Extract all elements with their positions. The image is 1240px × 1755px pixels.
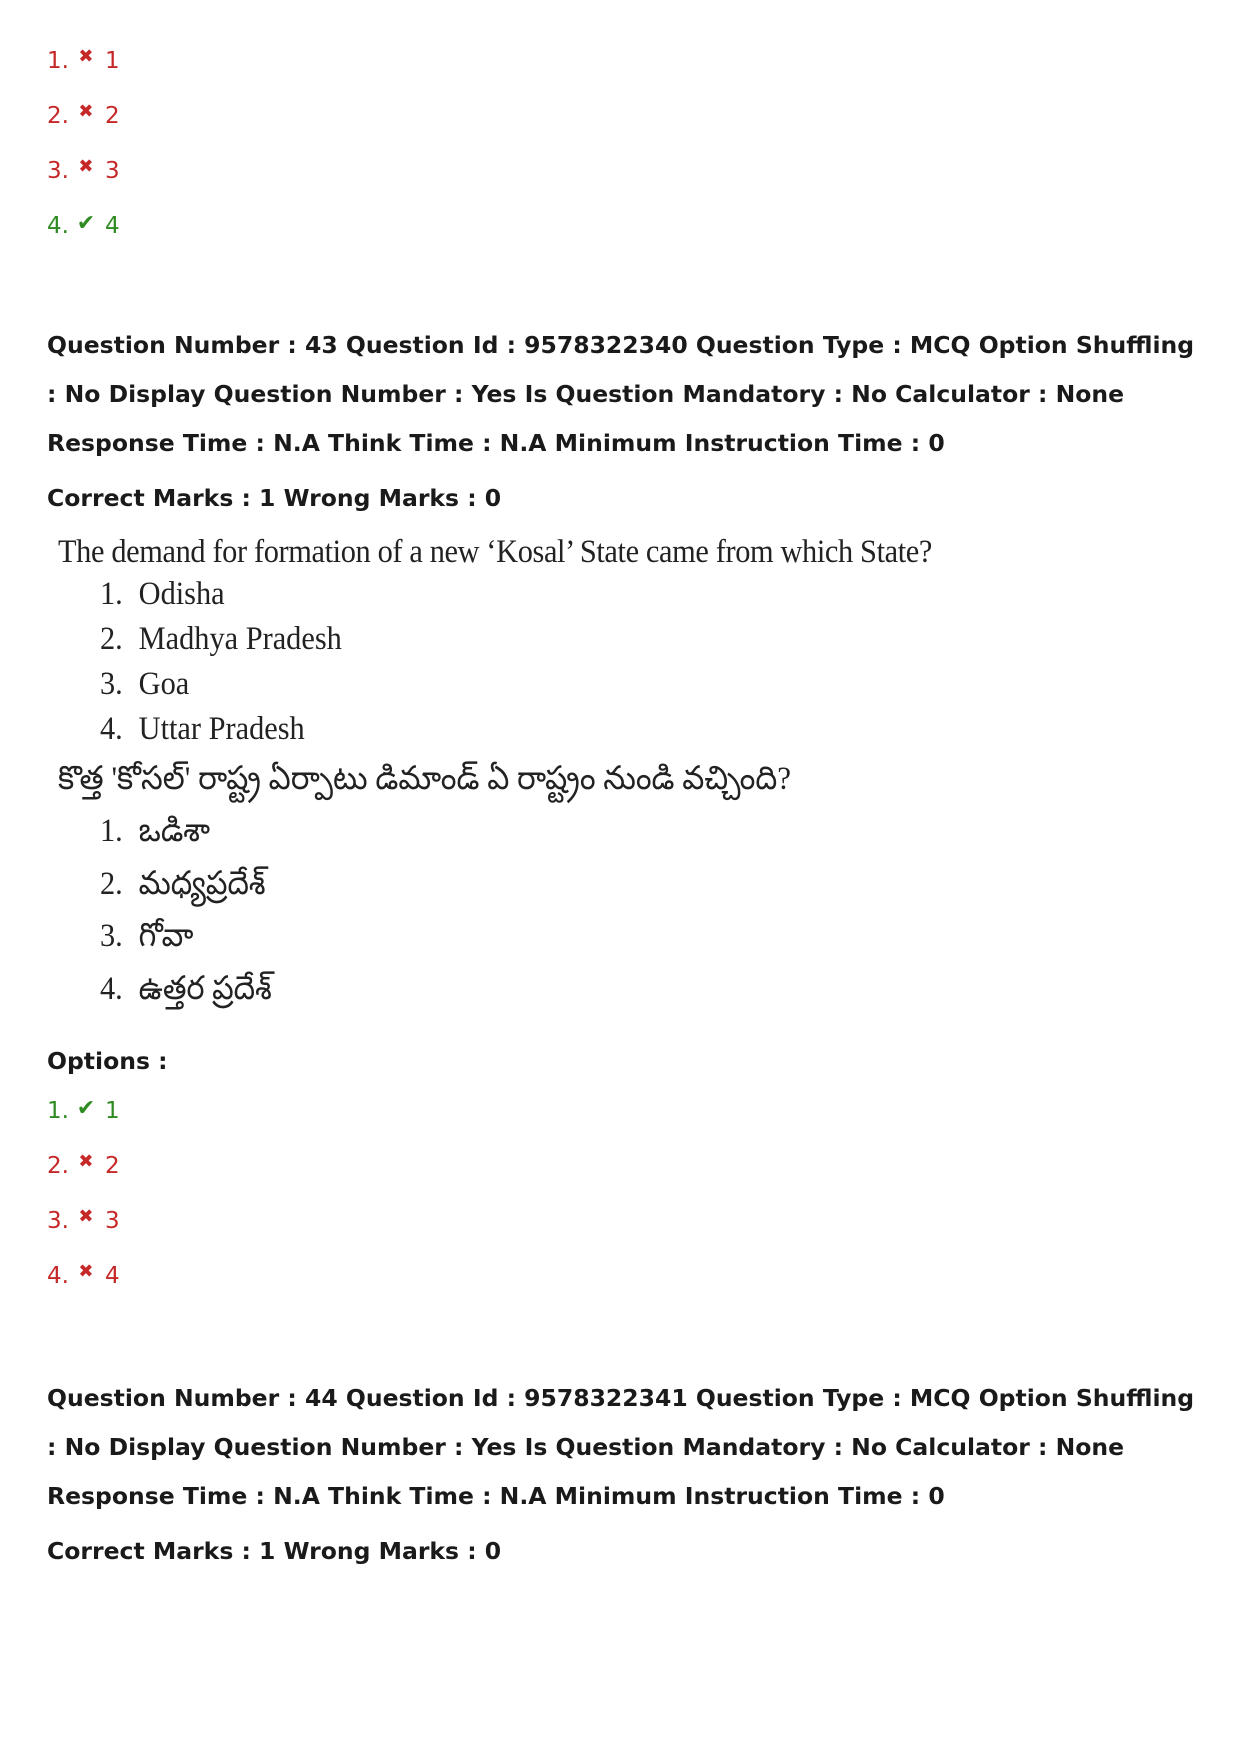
option-number: 1. [47, 1098, 69, 1124]
q43-option-3 [47, 1206, 120, 1238]
option-label: 3 [104, 1208, 120, 1234]
option-label: 4 [104, 213, 120, 239]
option-label: 4 [104, 1263, 120, 1289]
choice-en-3: 3. Goa [100, 666, 190, 702]
q43-option-2 [47, 1151, 120, 1183]
choice-te-1: 1. ఒడిశా [100, 813, 211, 849]
option-number: 3. [47, 158, 69, 184]
option-label: 2 [104, 103, 120, 129]
check-icon: ✔ [76, 1096, 96, 1121]
cross-icon: ✖ [78, 156, 94, 177]
q43-option-1 [47, 1096, 120, 1127]
option-label: 2 [104, 1153, 120, 1179]
question-44-marks: Correct Marks : 1 Wrong Marks : 0 [47, 1537, 502, 1565]
question-text-english: The demand for formation of a new ‘Kosal’ State came from which State? [58, 534, 933, 570]
option-label: 1 [104, 1098, 120, 1124]
question-image [58, 530, 933, 1030]
question-43-marks: Correct Marks : 1 Wrong Marks : 0 [47, 484, 502, 512]
choice-en-2: 2. Madhya Pradesh [100, 621, 342, 657]
option-number: 2. [47, 103, 69, 129]
q43-option-4 [47, 1261, 120, 1293]
cross-icon: ✖ [78, 1206, 94, 1227]
choice-te-2: 2. మధ్యప్రదేశ్ [100, 866, 266, 902]
question-text-telugu: కొత్త 'కోసల్' రాష్ట్ర ఏర్పాటు డిమాండ్ ఏ రాష్ట్రం నుండి వచ్చింది? [58, 761, 792, 797]
option-number: 3. [47, 1208, 69, 1234]
check-icon: ✔ [76, 211, 96, 236]
option-number: 2. [47, 1153, 69, 1179]
cross-icon: ✖ [78, 1151, 94, 1172]
cross-icon: ✖ [78, 46, 94, 67]
choice-te-4: 4. ఉత్తర ప్రదేశ్ [100, 971, 272, 1007]
prev-option-1 [47, 46, 120, 78]
option-label: 1 [104, 48, 120, 74]
prev-option-2 [47, 101, 120, 133]
option-number: 1. [47, 48, 69, 74]
option-number: 4. [47, 1263, 69, 1289]
prev-option-4 [47, 211, 120, 242]
prev-option-3 [47, 156, 120, 188]
question-43-meta: Question Number : 43 Question Id : 9578322340 Question Type : MCQ Option Shuffling : No Display Question Number : Yes Is Question Mandatory : No Calculator : None Response Time : N.A Think Time : N.A Minimum Instruction Time : 0 [47, 331, 1195, 457]
question-44-meta: Question Number : 44 Question Id : 9578322341 Question Type : MCQ Option Shuffling : No Display Question Number : Yes Is Question Mandatory : No Calculator : None Response Time : N.A Think Time : N.A Minimum Instruction Time : 0 [47, 1384, 1195, 1510]
cross-icon: ✖ [78, 101, 94, 122]
choice-te-3: 3. గోవా [100, 918, 194, 954]
choice-en-1: 1. Odisha [100, 576, 225, 612]
options-label: Options : [47, 1047, 168, 1075]
choice-en-4: 4. Uttar Pradesh [100, 711, 305, 747]
option-label: 3 [104, 158, 120, 184]
option-number: 4. [47, 213, 69, 239]
cross-icon: ✖ [78, 1261, 94, 1282]
